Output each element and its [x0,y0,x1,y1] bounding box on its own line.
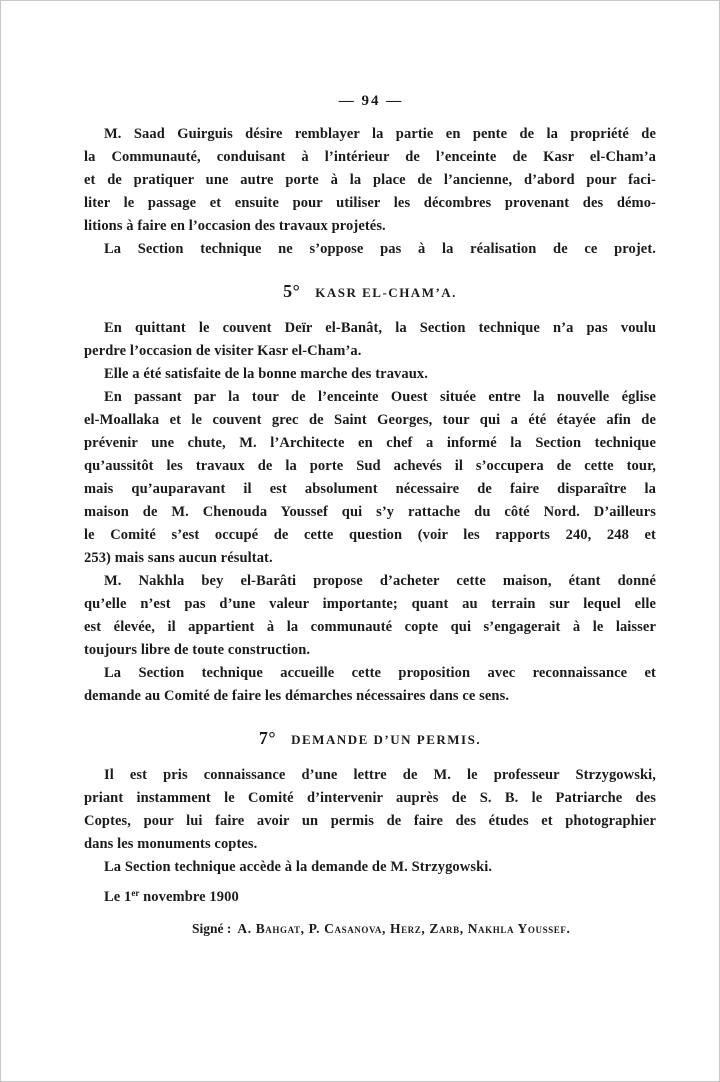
date-prefix: Le 1 [104,889,132,905]
section-number: 7° [258,728,277,748]
text-line: mais qu’auparavant il est absolument nécessaire de faire disparaître la [84,481,656,497]
paragraph [84,856,656,879]
signature-line [84,919,656,939]
paragraph [84,386,656,570]
text-line: M. Saad Guirguis désire remblayer la partie en pente de la propriété de [104,126,656,142]
text-line: qu’aussitôt les travaux de la porte Sud achevés il s’occupera de cette tour, [84,458,656,474]
text-line: litions à faire en l’occasion des travaux projetés. [84,218,386,234]
paragraph [84,363,656,386]
text-line: La Section technique ne s’oppose pas à la réalisation de ce projet. [104,241,656,257]
section-number: 5° [283,281,301,301]
text-line: priant instamment le Comité d’intervenir auprès de S. B. le Patriarche des [84,790,656,806]
paragraph [84,123,656,238]
document-body [84,123,656,939]
text-line [84,882,656,905]
text-line: Elle a été satisfaite de la bonne marche des travaux. [104,366,428,382]
text-line: perdre l’occasion de visiter Kasr el-Cham’a. [84,343,362,359]
text-line: Coptes, pour lui faire avoir un permis de faire des études et photographier [84,813,656,829]
text-line: 253) mais sans aucun résultat. [84,550,273,566]
date-line [84,882,656,905]
signature-names: A. Bahgat, P. Casanova, Herz, Zarb, Nakhla Youssef. [237,921,571,936]
paragraph [84,764,656,856]
text-line: qu’elle n’est pas d’une valeur importante; quant au terrain sur lequel elle [84,596,656,612]
date-suffix: novembre 1900 [139,889,239,905]
text-line: toujours libre de toute construction. [84,642,311,658]
text-line: el-Moallaka et le couvent grec de Saint Georges, tour qui a été étayée afin de [84,412,656,428]
paragraph [84,238,656,261]
text-line: Il est pris connaissance d’une lettre de M. le professeur Strzygowski, [104,767,656,783]
text-line: liter le passage et ensuite pour utiliser les décombres provenant des démo- [84,195,656,211]
text-line: M. Nakhla bey el-Barâti propose d’acheter cette maison, étant donné [104,573,656,589]
text-line: maison de M. Chenouda Youssef qui s’y rattache du côté Nord. D’ailleurs [84,504,656,520]
text-line: La Section technique accueille cette proposition avec reconnaissance et [104,665,656,681]
paragraph [84,317,656,363]
text-line: est élevée, il appartient à la communauté copte qui s’engagerait à le laisser [84,619,656,635]
text-line: En quittant le couvent Deïr el-Banât, la Section technique n’a pas voulu [104,320,656,336]
section-title: DEMANDE D’UN PERMIS. [291,732,482,747]
text-line: La Section technique accède à la demande de M. Strzygowski. [104,859,493,875]
paragraph [84,662,656,708]
page-number: — 94 — [338,93,404,109]
text-line: En passant par la tour de l’enceinte Ouest située entre la nouvelle église [104,389,656,405]
section-heading [84,277,656,303]
signature-label: Signé : [192,921,232,936]
text-line: et de pratiquer une autre porte à la place de l’ancienne, d’abord pour faci- [84,172,656,188]
text-line: dans les monuments coptes. [84,836,258,852]
paragraph [84,570,656,662]
text-line: prévenir une chute, M. l’Architecte en chef a informé la Section technique [84,435,656,451]
ordinal-superscript: er [131,888,140,898]
text-line: la Communauté, conduisant à l’intérieur de l’enceinte de Kasr el-Cham’a [84,149,656,165]
section-title: KASR EL-CHAM’A. [315,285,457,300]
text-line: le Comité s’est occupé de cette question (voir les rapports 240, 248 et [84,527,656,543]
section-heading [84,724,656,750]
text-line: demande au Comité de faire les démarches nécessaires dans ce sens. [84,688,510,704]
